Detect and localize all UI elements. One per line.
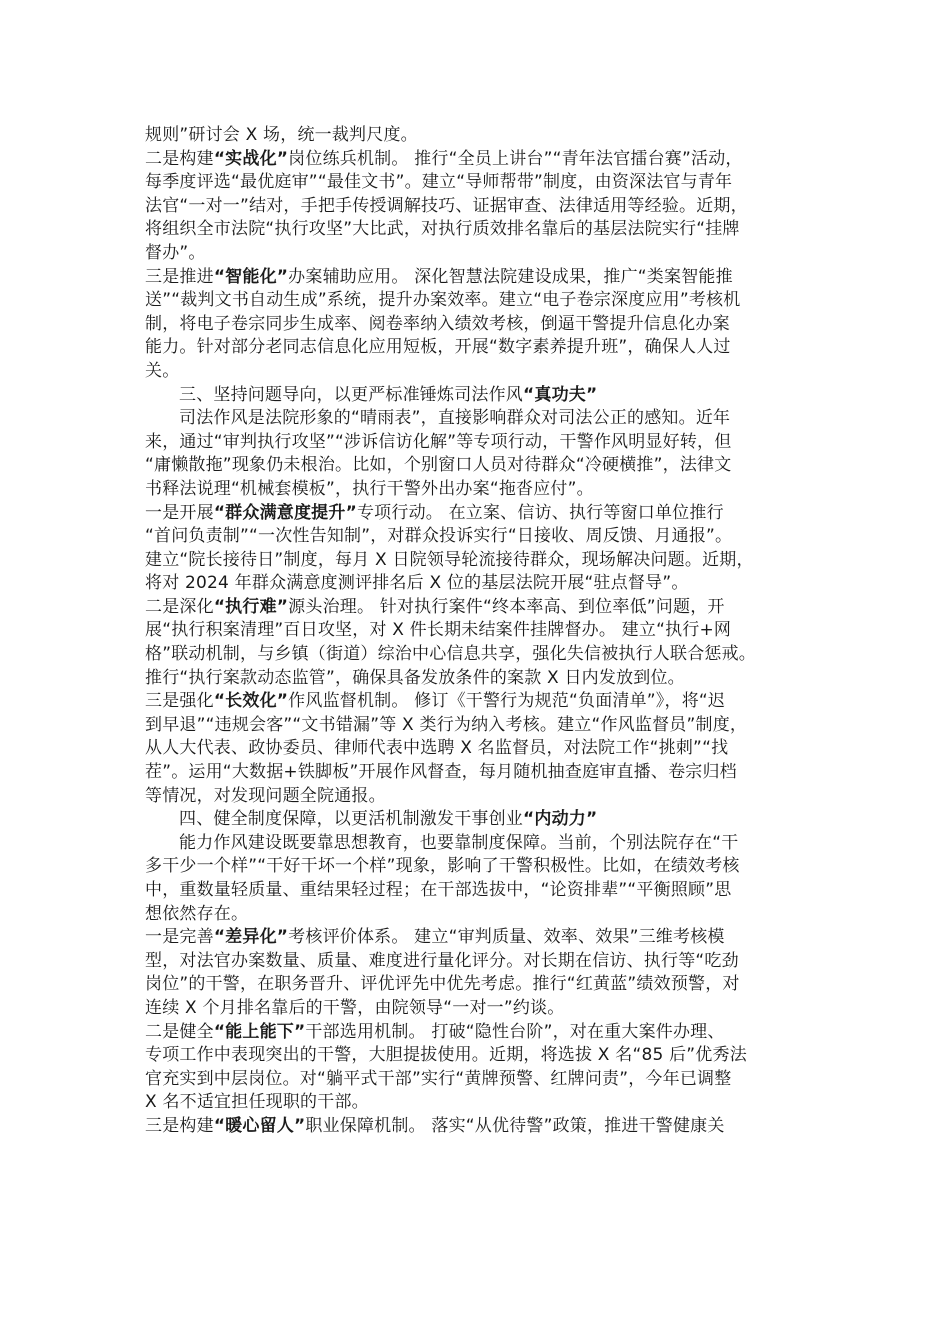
line-text: 司法作风是法院形象的“晴雨表”，直接影响群众对司法公正的感知。近年: [179, 408, 731, 429]
line-text: 中，重数量轻质量、重结果轻过程；在干部选拔中，“论资排辈”“平衡照顾”思: [145, 880, 732, 900]
text-line: [145, 643, 815, 667]
text-line: [145, 903, 815, 927]
text-line: [145, 148, 815, 172]
line-text: 能力作风建设既要靠思想教育，也要靠制度保障。当前，个别法院存在“干: [179, 832, 739, 853]
text-line: [145, 619, 815, 643]
section-heading: [145, 808, 815, 832]
point-lead: 三是强化: [145, 691, 214, 712]
numbered-point: [145, 1115, 815, 1139]
text-line: [145, 855, 815, 879]
point-lead: 二是构建: [145, 148, 214, 169]
line-text: 到早退”“违规会客”“文书错漏”等 X 类行为纳入考核。建立“作风监督员”制度，: [145, 714, 748, 735]
line-text: 官充实到中层岗位。对“躺平式干部”实行“黄牌预警、红牌问责”，今年已调整: [145, 1068, 732, 1089]
line-text: 建立“院长接待日”制度，每月 X 日院领导轮流接待群众，现场解决问题。近期，: [145, 549, 754, 570]
numbered-point: [145, 148, 815, 266]
document-body: [145, 124, 815, 1139]
text-line: [145, 1115, 815, 1139]
text-line: [145, 289, 815, 313]
line-text: 送”“裁判文书自动生成”系统，提升办案效率。建立“电子卷宗深度应用”考核机: [145, 290, 741, 311]
point-lead-tail: 专项行动。: [356, 502, 443, 523]
point-lead: 二是深化: [145, 596, 214, 617]
point-emphasis: “差异化”: [213, 927, 289, 948]
heading-line: [145, 384, 815, 408]
line-text: 岗位”的干警，在职务晋升、评优评先中优先考虑。推行“红黄蓝”绩效预警，对: [145, 974, 740, 995]
heading-emphasis: “真功夫”: [523, 384, 598, 405]
point-emphasis: “群众满意度提升”: [213, 502, 357, 523]
line-text: 规则”研讨会 X 场，统一裁判尺度。: [145, 125, 418, 145]
text-line: [145, 1044, 815, 1068]
point-lead-tail: 源头治理。: [288, 596, 375, 617]
point-lead-tail: 作风监督机制。: [288, 691, 409, 712]
text-line: [145, 242, 815, 266]
body-paragraph: [145, 124, 815, 148]
point-lead-tail: 干部选用机制。: [305, 1021, 426, 1042]
point-lead-tail: 职业保障机制。: [305, 1115, 426, 1136]
text-line: [145, 124, 815, 148]
point-emphasis: “实战化”: [213, 148, 289, 169]
line-text: 茬”。运用“大数据+铁脚板”开展作风督查，每月随机抽查庭审直播、卷宗归档: [145, 762, 737, 783]
line-text: 格”联动机制，与乡镇（街道）综治中心信息共享，强化失信被执行人联合惩戒。: [145, 644, 757, 665]
numbered-point: [145, 1021, 815, 1115]
point-lead: 三是推进: [145, 266, 214, 287]
text-line: [145, 950, 815, 974]
line-text: 多干少一个样”“干好干坏一个样”现象，影响了干警积极性。比如，在绩效考核: [145, 856, 740, 877]
text-line: [145, 313, 815, 337]
text-line: [145, 171, 815, 195]
text-line: [145, 596, 815, 620]
line-text: X 名不适宜担任现职的干部。: [145, 1092, 369, 1113]
line-text: 从人大代表、政协委员、律师代表中选聘 X 名监督员，对法院工作“挑刺”“找: [145, 738, 729, 759]
text-line: [145, 360, 815, 384]
line-text: 等情况，对发现问题全院通报。: [145, 785, 386, 806]
text-line: [145, 690, 815, 714]
point-lead-tail: 岗位练兵机制。: [288, 148, 409, 169]
text-line: [145, 266, 815, 290]
point-emphasis: “智能化”: [213, 266, 289, 287]
line-text: 法官“一对一”结对，手把手传授调解技巧、证据审查、法律适用等经验。近期，: [145, 195, 748, 216]
text-line: [145, 407, 815, 431]
text-line: [145, 431, 815, 455]
line-text: 连续 X 个月排名靠后的干警，由院领导“一对一”约谈。: [145, 997, 565, 1018]
line-text: 在立案、信访、执行等窗口单位推行: [442, 502, 724, 523]
point-lead: 三是构建: [145, 1115, 214, 1136]
text-line: [145, 502, 815, 526]
line-text: 想依然存在。: [145, 903, 249, 924]
text-line: [145, 879, 815, 903]
text-line: [145, 218, 815, 242]
text-line: [145, 667, 815, 691]
text-line: [145, 195, 815, 219]
point-emphasis: “执行难”: [213, 596, 289, 617]
text-line: [145, 785, 815, 809]
line-text: 建立“审判质量、效率、效果”三维考核模: [408, 927, 725, 948]
text-line: [145, 454, 815, 478]
numbered-point: [145, 690, 815, 808]
line-text: 修订《干警行为规范“负面清单”》，将“迟: [408, 691, 726, 712]
point-lead: 二是健全: [145, 1021, 214, 1042]
numbered-point: [145, 502, 815, 596]
point-lead: 一是开展: [145, 502, 214, 523]
text-line: [145, 572, 815, 596]
indented-paragraph: [145, 407, 815, 501]
text-line: [145, 714, 815, 738]
line-text: 打破“隐性台阶”，对在重大案件办理、: [425, 1021, 725, 1042]
numbered-point: [145, 926, 815, 1020]
text-line: [145, 737, 815, 761]
heading-text: 四、健全制度保障，以更活机制激发干事创业: [179, 809, 523, 830]
line-text: 督办”。: [145, 242, 206, 263]
numbered-point: [145, 596, 815, 690]
text-line: [145, 336, 815, 360]
line-text: “庸懒散拖”现象仍未根治。比如，个别窗口人员对待群众“冷硬横推”，法律文: [145, 455, 732, 476]
heading-emphasis: “内动力”: [523, 809, 598, 830]
text-line: [145, 761, 815, 785]
text-line: [145, 1091, 815, 1115]
text-line: [145, 832, 815, 856]
line-text: 书释法说理“机械套模板”，执行干警外出办案“拖沓应付”。: [145, 478, 594, 499]
text-line: [145, 1021, 815, 1045]
line-text: 针对执行案件“终本率高、到位率低”问题，开: [374, 596, 725, 617]
indented-paragraph: [145, 832, 815, 926]
line-text: 每季度评选“最优庭审”“最佳文书”。建立“导师帮带”制度，由资深法官与青年: [145, 172, 733, 193]
text-line: [145, 926, 815, 950]
text-line: [145, 549, 815, 573]
line-text: 落实“从优待警”政策，推进干警健康关: [425, 1115, 725, 1136]
line-text: 能力。针对部分老同志信息化应用短板，开展“数字素养提升班”，确保人人过: [145, 337, 731, 358]
line-text: 来，通过“审判执行攻坚”“涉诉信访化解”等专项行动，干警作风明显好转，但: [145, 431, 732, 452]
numbered-point: [145, 266, 815, 384]
text-line: [145, 973, 815, 997]
text-line: [145, 478, 815, 502]
line-text: 制，将电子卷宗同步生成率、阅卷率纳入绩效考核，倒逼干警提升信息化办案: [145, 313, 730, 334]
line-text: 深化智慧法院建设成果，推广“类案智能推: [408, 266, 733, 287]
line-text: 将组织全市法院“执行攻坚”大比武，对执行质效排名靠后的基层法院实行“挂牌: [145, 219, 740, 240]
line-text: 型，对法官办案数量、质量、难度进行量化评分。对长期在信访、执行等“吃劲: [145, 950, 739, 971]
line-text: 将对 2024 年群众满意度测评排名后 X 位的基层法院开展“驻点督导”。: [145, 573, 689, 594]
line-text: 推行“执行案款动态监管”，确保具备发放条件的案款 X 日内发放到位。: [145, 667, 685, 688]
point-lead: 一是完善: [145, 927, 214, 948]
point-lead-tail: 考核评价体系。: [288, 927, 409, 948]
point-emphasis: “暖心留人”: [213, 1115, 306, 1136]
text-line: [145, 1068, 815, 1092]
line-text: 推行“全员上讲台”“青年法官擂台赛”活动，: [408, 148, 743, 169]
text-line: [145, 525, 815, 549]
heading-line: [145, 808, 815, 832]
point-lead-tail: 办案辅助应用。: [288, 266, 409, 287]
heading-text: 三、坚持问题导向，以更严标准锤炼司法作风: [179, 384, 523, 405]
text-line: [145, 997, 815, 1021]
line-text: 专项工作中表现突出的干警，大胆提拔使用。近期，将选拔 X 名“85 后”优秀法: [145, 1045, 747, 1066]
line-text: 关。: [145, 360, 180, 381]
section-heading: [145, 384, 815, 408]
point-emphasis: “能上能下”: [213, 1021, 306, 1042]
point-emphasis: “长效化”: [213, 691, 289, 712]
line-text: “首问负责制”“一次性告知制”，对群众投诉实行“日接收、周反馈、月通报”。: [145, 526, 733, 547]
line-text: 展“执行积案清理”百日攻坚，对 X 件长期未结案件挂牌督办。 建立“执行+网: [145, 620, 732, 641]
